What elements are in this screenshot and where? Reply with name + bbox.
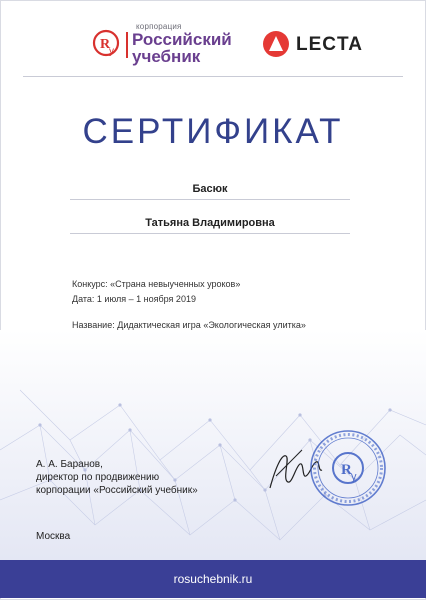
- svg-text:y: y: [351, 471, 357, 483]
- rosuchebnik-logo: [92, 22, 252, 68]
- logo-divider: [126, 32, 128, 58]
- signer-block: [36, 458, 198, 497]
- lecta-wordmark: LECTA: [296, 34, 363, 55]
- signer-position-line1: директор по продвижению: [36, 472, 160, 483]
- signer-name: А. А. Баранов,: [36, 459, 103, 470]
- logo-name-line1: Российский: [132, 30, 232, 49]
- logo-corp-label: корпорация: [136, 22, 182, 31]
- svg-text:R: R: [100, 37, 111, 52]
- recipient-surname: Басюк: [192, 183, 228, 195]
- svg-text:y: y: [109, 46, 114, 57]
- work-title-line: Название: Дидактическая игра «Экологическая улитка»: [72, 320, 306, 330]
- contest-line: Конкурс: «Страна невыученных уроков»: [72, 279, 241, 289]
- ru-logo-icon: [92, 26, 124, 60]
- given-names-underline: [70, 233, 350, 234]
- recipient-given-names: Татьяна Владимировна: [145, 217, 275, 229]
- signer-position-line2: корпорации «Российский учебник»: [36, 485, 198, 496]
- date-line: Дата: 1 июля – 1 ноября 2019: [72, 294, 196, 304]
- footer-url[interactable]: rosuchebnik.ru: [173, 572, 253, 586]
- company-seal-icon: [308, 428, 388, 508]
- surname-underline: [70, 199, 350, 200]
- footer-bar: [0, 560, 426, 598]
- svg-text:R: R: [341, 462, 352, 478]
- lecta-mark-icon: [262, 30, 290, 58]
- logo-name-line2: учебник: [132, 47, 201, 66]
- certificate-title: СЕРТИФИКАТ: [82, 112, 344, 151]
- header-divider: [23, 76, 403, 77]
- city-label: Москва: [36, 531, 71, 542]
